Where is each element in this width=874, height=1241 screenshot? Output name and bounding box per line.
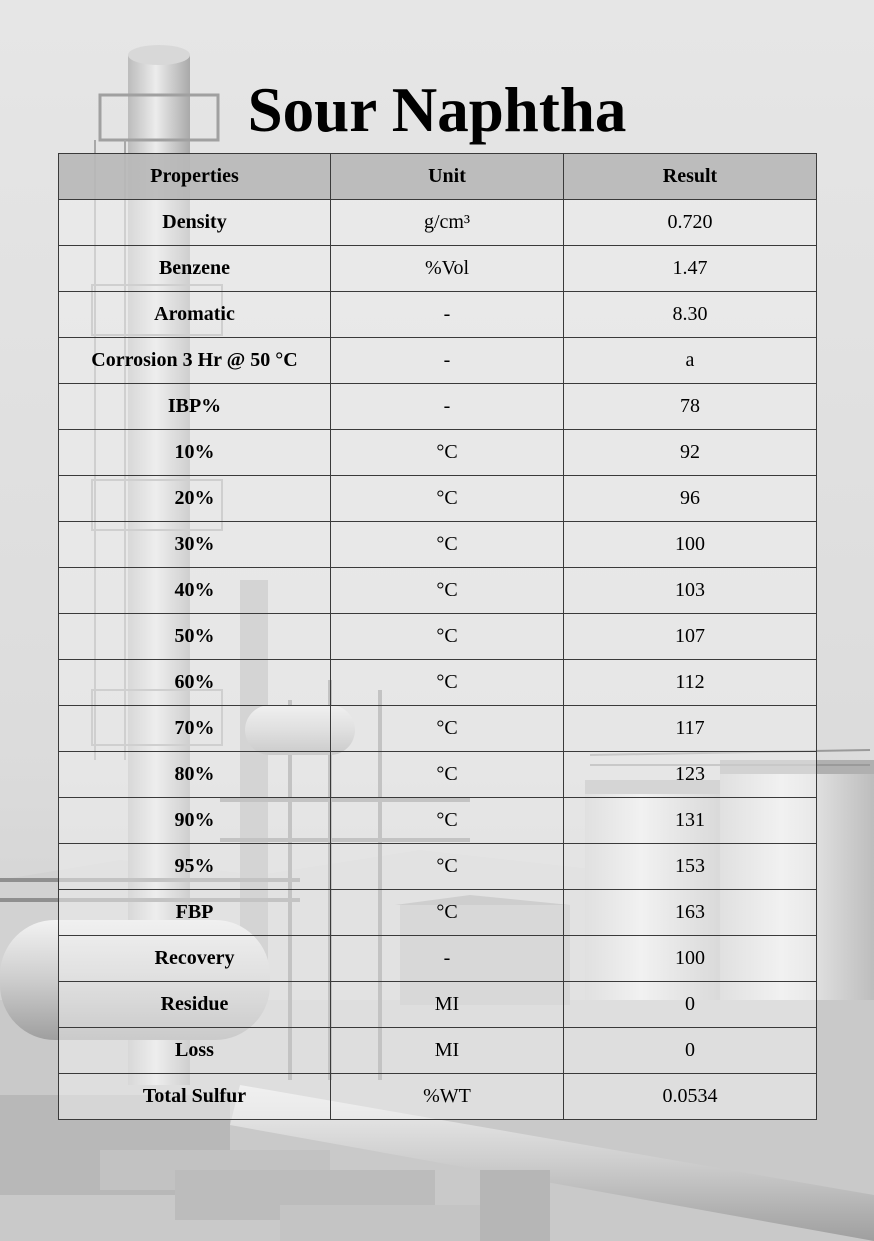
table-row: [59, 568, 817, 614]
result-cell: 153: [564, 844, 817, 890]
table-row: [59, 246, 817, 292]
result-cell: 0: [564, 1028, 817, 1074]
unit-cell: °C: [331, 614, 564, 660]
property-cell: Loss: [59, 1028, 331, 1074]
unit-cell: °C: [331, 660, 564, 706]
result-cell: 1.47: [564, 246, 817, 292]
table-row: [59, 292, 817, 338]
unit-cell: °C: [331, 706, 564, 752]
table-row: [59, 522, 817, 568]
table-row: [59, 752, 817, 798]
header-unit: Unit: [331, 154, 564, 200]
table-row: [59, 798, 817, 844]
table-row: [59, 338, 817, 384]
unit-cell: %Vol: [331, 246, 564, 292]
unit-cell: -: [331, 292, 564, 338]
unit-cell: MI: [331, 1028, 564, 1074]
unit-cell: °C: [331, 752, 564, 798]
table-row: [59, 936, 817, 982]
property-cell: 50%: [59, 614, 331, 660]
property-cell: 60%: [59, 660, 331, 706]
result-cell: 92: [564, 430, 817, 476]
result-cell: 0: [564, 982, 817, 1028]
unit-cell: -: [331, 384, 564, 430]
table-row: [59, 890, 817, 936]
result-cell: 8.30: [564, 292, 817, 338]
result-cell: 107: [564, 614, 817, 660]
table-row: [59, 430, 817, 476]
table-row: [59, 476, 817, 522]
table-row: [59, 614, 817, 660]
result-cell: 0.720: [564, 200, 817, 246]
property-cell: IBP%: [59, 384, 331, 430]
unit-cell: °C: [331, 568, 564, 614]
result-cell: 96: [564, 476, 817, 522]
result-cell: 103: [564, 568, 817, 614]
property-cell: Density: [59, 200, 331, 246]
property-cell: 40%: [59, 568, 331, 614]
unit-cell: %WT: [331, 1074, 564, 1120]
unit-cell: °C: [331, 522, 564, 568]
page-title: Sour Naphtha: [247, 75, 627, 145]
result-cell: a: [564, 338, 817, 384]
property-cell: 10%: [59, 430, 331, 476]
property-cell: 95%: [59, 844, 331, 890]
unit-cell: °C: [331, 844, 564, 890]
unit-cell: MI: [331, 982, 564, 1028]
table-row: [59, 1074, 817, 1120]
unit-cell: °C: [331, 476, 564, 522]
property-cell: 70%: [59, 706, 331, 752]
result-cell: 112: [564, 660, 817, 706]
unit-cell: g/cm³: [331, 200, 564, 246]
result-cell: 117: [564, 706, 817, 752]
property-cell: Total Sulfur: [59, 1074, 331, 1120]
property-cell: Aromatic: [59, 292, 331, 338]
property-cell: FBP: [59, 890, 331, 936]
properties-table: [58, 153, 817, 1120]
property-cell: 20%: [59, 476, 331, 522]
table-row: [59, 706, 817, 752]
unit-cell: °C: [331, 890, 564, 936]
table-header-row: [59, 154, 817, 200]
table-row: [59, 1028, 817, 1074]
unit-cell: °C: [331, 798, 564, 844]
property-cell: Recovery: [59, 936, 331, 982]
unit-cell: °C: [331, 430, 564, 476]
result-cell: 123: [564, 752, 817, 798]
table-row: [59, 844, 817, 890]
result-cell: 131: [564, 798, 817, 844]
property-cell: 90%: [59, 798, 331, 844]
property-cell: 80%: [59, 752, 331, 798]
result-cell: 100: [564, 522, 817, 568]
unit-cell: -: [331, 936, 564, 982]
result-cell: 163: [564, 890, 817, 936]
property-cell: Corrosion 3 Hr @ 50 °C: [59, 338, 331, 384]
property-cell: 30%: [59, 522, 331, 568]
table-row: [59, 982, 817, 1028]
header-properties: Properties: [59, 154, 331, 200]
result-cell: 0.0534: [564, 1074, 817, 1120]
property-cell: Benzene: [59, 246, 331, 292]
table-row: [59, 660, 817, 706]
result-cell: 100: [564, 936, 817, 982]
header-result: Result: [564, 154, 817, 200]
result-cell: 78: [564, 384, 817, 430]
table-row: [59, 200, 817, 246]
table-row: [59, 384, 817, 430]
property-cell: Residue: [59, 982, 331, 1028]
unit-cell: -: [331, 338, 564, 384]
